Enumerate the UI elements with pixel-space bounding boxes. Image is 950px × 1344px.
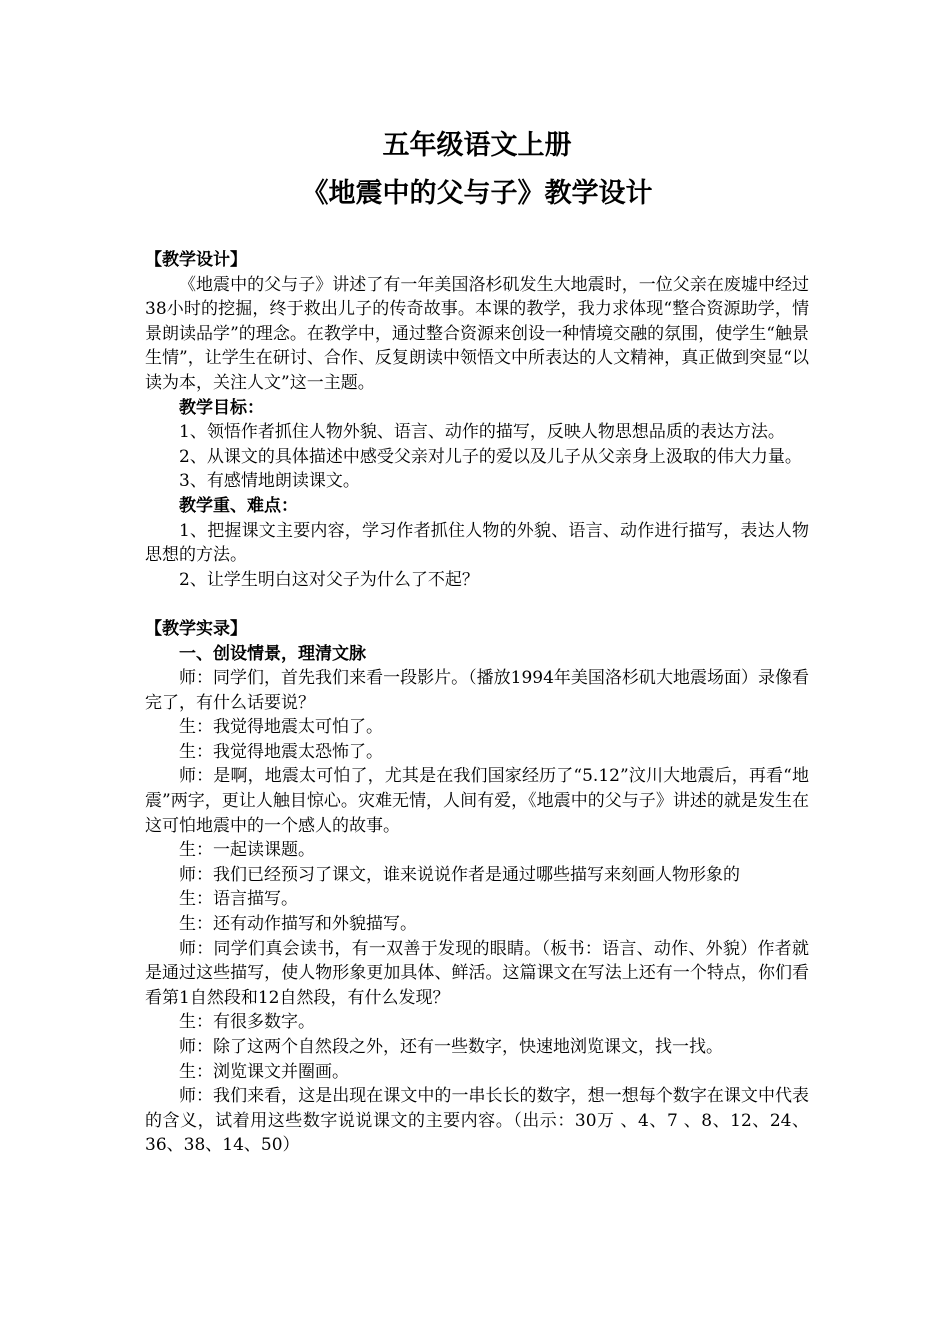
dialogue-line: 生：一起读课题。 bbox=[179, 840, 315, 861]
dialogue-line: 生：还有动作描写和外貌描写。 bbox=[179, 914, 417, 935]
document-title-line1: 五年级语文上册 bbox=[382, 130, 572, 161]
blank-line bbox=[145, 592, 809, 617]
dialogue-line: 师：除了这两个自然段之外，还有一些数字，快速地浏览课文，找一找。 bbox=[179, 1037, 723, 1057]
intro-paragraph: 《地震中的父与子》讲述了有一年美国洛杉矶发生大地震时，一位父亲在废墟中经过38小时的挖掘，终于救出儿子的传奇故事。本课的教学，我力求体现“整合资源助学，情景朗读品学”的理念。在教学中，通过整合资源来创设一种情境交融的氛围，使学生“触景生情”，让学生在研讨、合作、反复朗读中领悟文中所表达的人文精神，真正做到突显“以读为本，关注人文”这一主题。 bbox=[145, 274, 809, 393]
goals-heading: 教学目标： bbox=[179, 397, 264, 418]
key-points-heading: 教学重、难点： bbox=[179, 495, 298, 516]
spacer bbox=[145, 212, 809, 248]
dialogue-line: 师：同学们真会读书，有一双善于发现的眼睛。（板书：语言、动作、外貌）作者就是通过这些描写，使人物形象更加具体、鲜活。这篇课文在写法上还有一个特点，你们看看第1自然段和12自然段，有什么发现？ bbox=[145, 938, 809, 1008]
dialogue-line: 生：我觉得地震太恐怖了。 bbox=[179, 741, 383, 762]
dialogue-line: 师：我们来看，这是出现在课文中的一串长长的数字，想一想每个数字在课文中代表的含义，试着用这些数字说说课文的主要内容。（出示：30万 、4、7 、8、12、24、36、38、14、50） bbox=[145, 1086, 809, 1156]
dialogue-line: 师：我们已经预习了课文，谁来说说作者是通过哪些描写来刻画人物形象的 bbox=[179, 864, 740, 885]
key-point-item: 2、让学生明白这对父子为什么了不起？ bbox=[179, 569, 479, 590]
goal-item: 2、从课文的具体描述中感受父亲对儿子的爱以及儿子从父亲身上汲取的伟大力量。 bbox=[179, 446, 802, 467]
dialogue-line: 师：是啊，地震太可怕了，尤其是在我们国家经历了“5.12”汶川大地震后，再看“地震”两字，更让人触目惊心。灾难无情，人间有爱，《地震中的父与子》讲述的就是发生在这可怕地震中的一个感人的故事。 bbox=[145, 766, 809, 836]
goal-item: 1、领悟作者抓住人物外貌、语言、动作的描写，反映人物思想品质的表达方法。 bbox=[179, 422, 785, 443]
section-heading-record: 【教学实录】 bbox=[145, 618, 247, 639]
section-heading-design: 【教学设计】 bbox=[145, 250, 247, 270]
dialogue-line: 生：有很多数字。 bbox=[179, 1012, 315, 1033]
document-page bbox=[145, 128, 809, 1158]
dialogue-line: 生：我觉得地震太可怕了。 bbox=[179, 717, 383, 738]
dialogue-line: 师：同学们，首先我们来看一段影片。（播放1994年美国洛杉矶大地震场面）录像看完了，有什么话要说？ bbox=[145, 668, 809, 713]
sub-heading: 一、创设情景，理清文脉 bbox=[179, 643, 366, 664]
document-title-line2: 《地震中的父与子》教学设计 bbox=[301, 178, 653, 209]
key-point-item: 1、把握课文主要内容，学习作者抓住人物的外貌、语言、动作进行描写，表达人物思想的方法。 bbox=[145, 520, 809, 566]
goal-item: 3、有感情地朗读课文。 bbox=[179, 471, 360, 492]
dialogue-line: 生：语言描写。 bbox=[179, 889, 298, 910]
dialogue-line: 生：浏览课文并圈画。 bbox=[179, 1061, 349, 1082]
